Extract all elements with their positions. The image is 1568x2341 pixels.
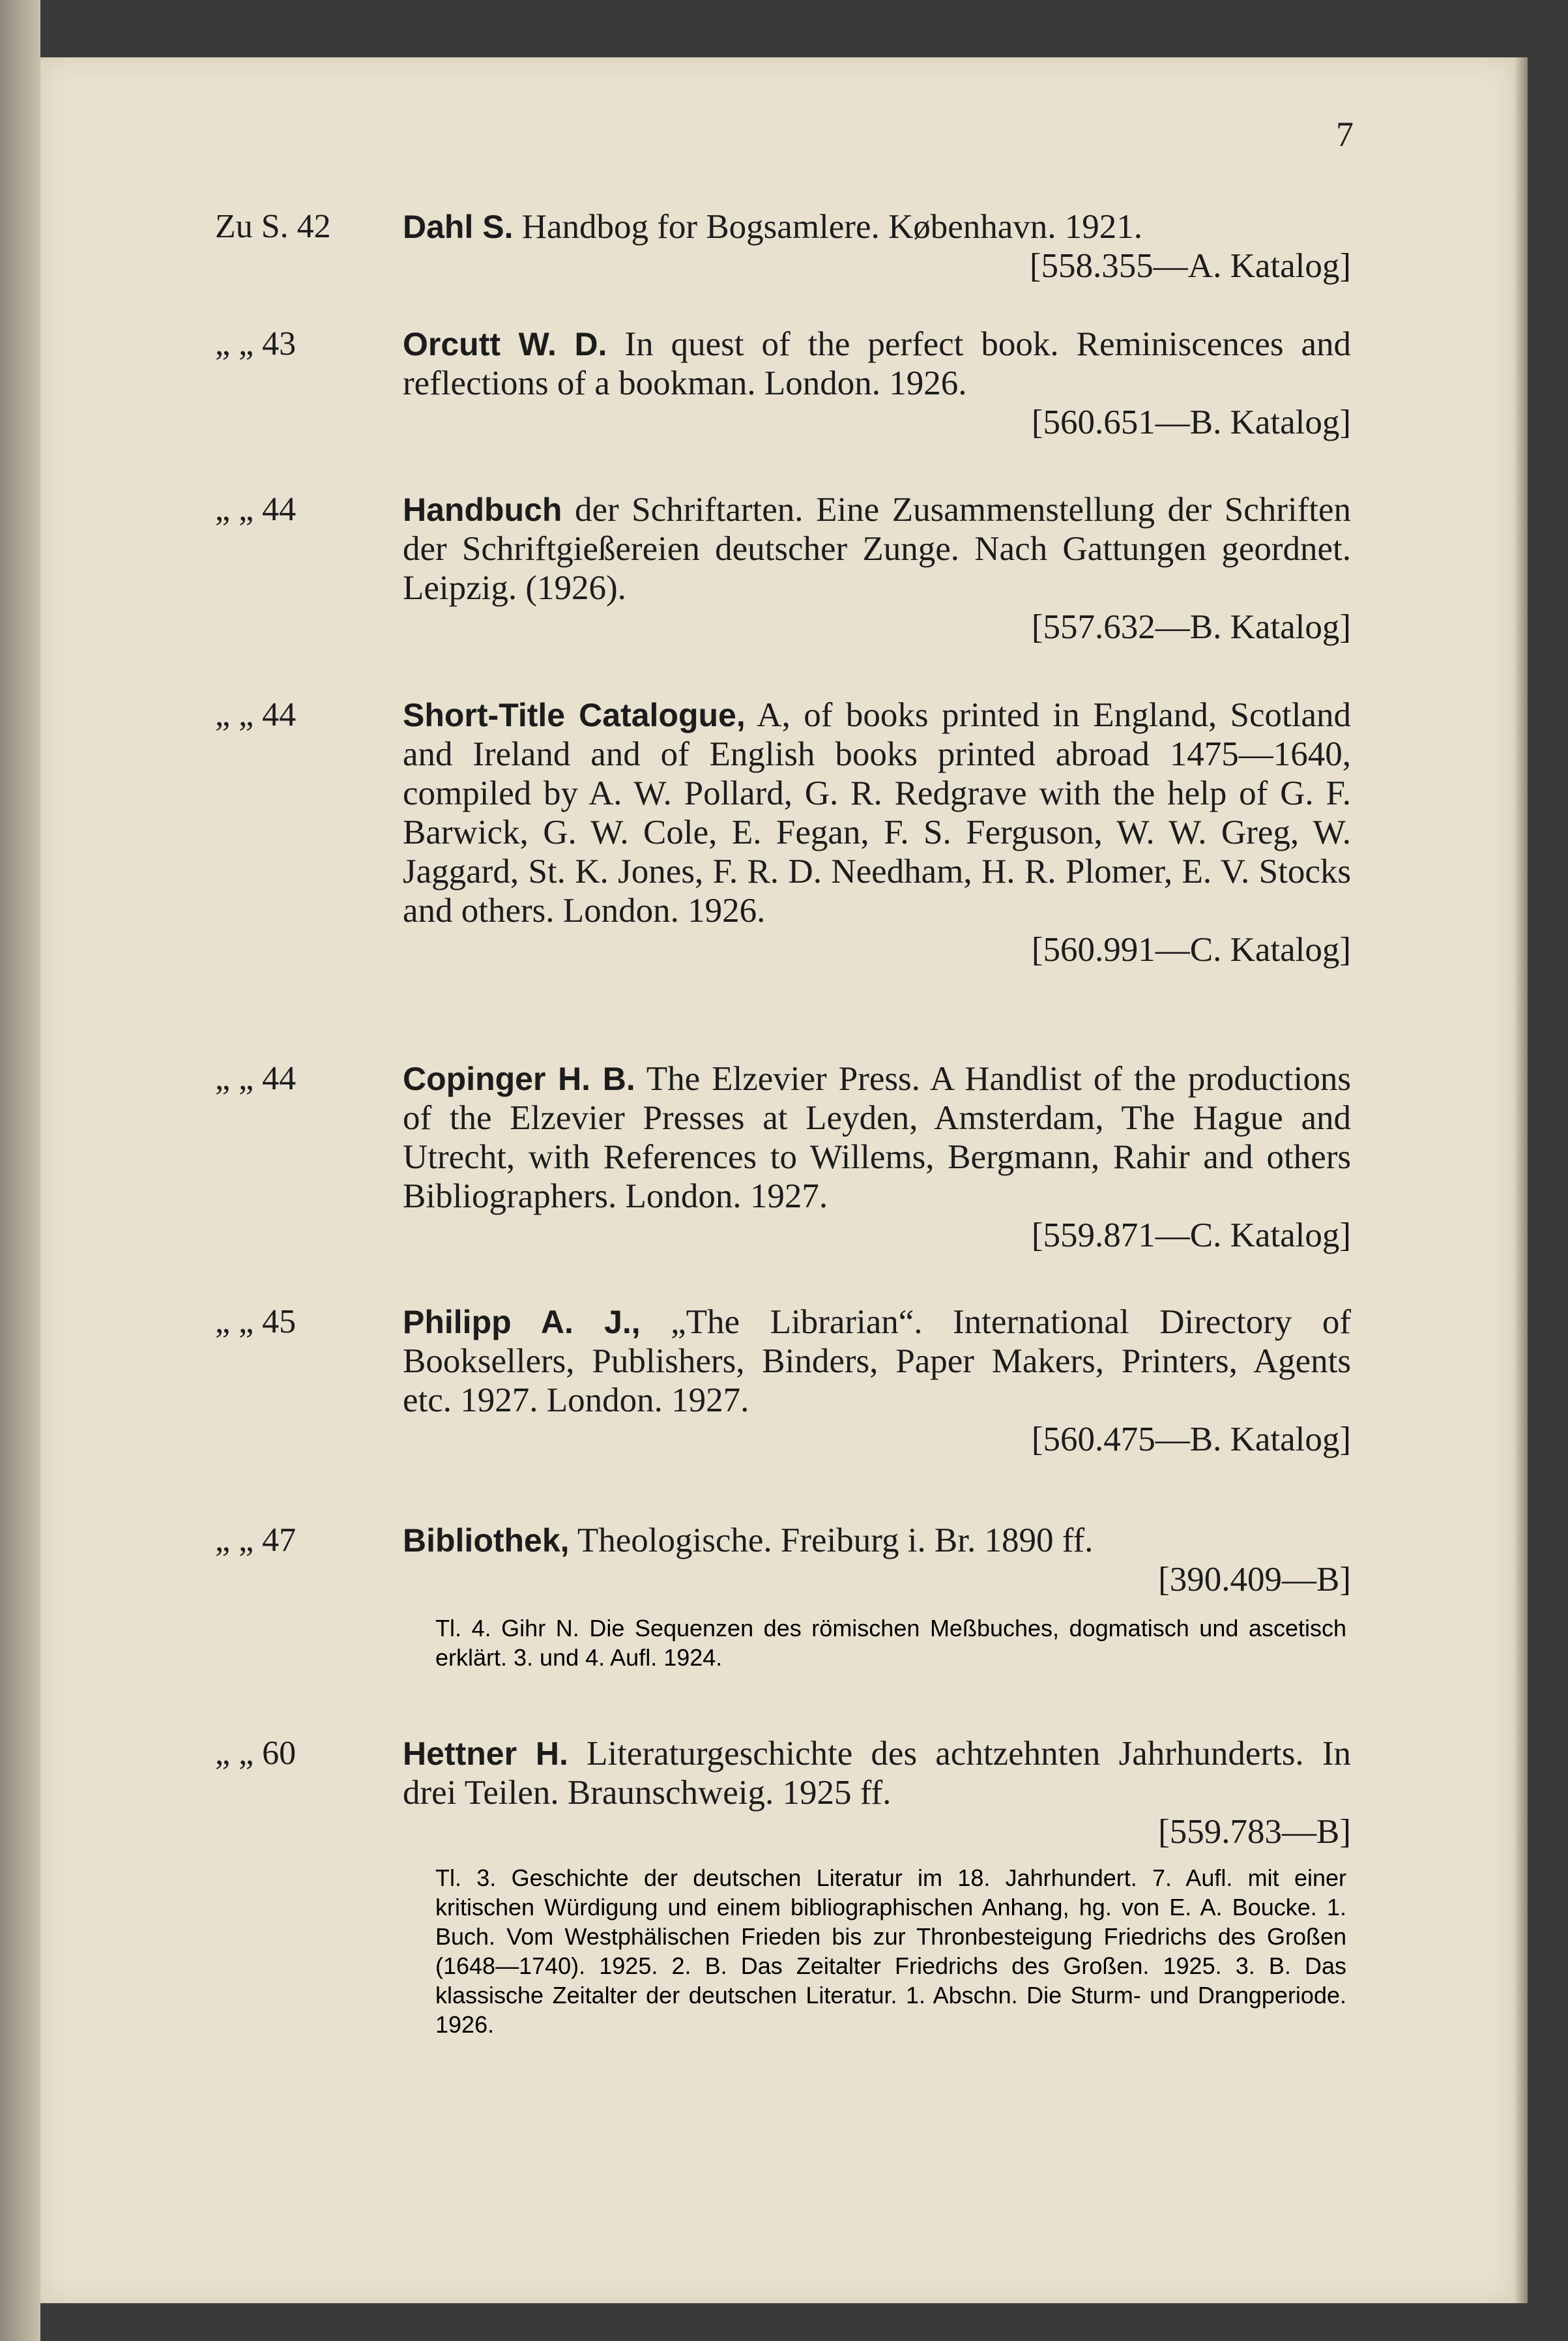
entry-title: „The Librarian“. International Directory of Booksellers, Publishers, Binders, Paper Makers, Printers, Agents etc. 1927. London. 1927. <box>403 1303 1351 1419</box>
entry-title: The Elzevier Press. A Handlist of the productions of the Elzevier Presses at Leyden, Amsterdam, The Hague and Utrecht, with References to Willems, Bergmann, Rahir and others Bibliographers. London. 1927. <box>403 1060 1352 1215</box>
page-reference: „ „ 60 <box>215 1735 297 1772</box>
entry-text <box>403 1303 1351 1459</box>
page-reference: „ „ 45 <box>215 1303 297 1340</box>
page-reference: „ „ 47 <box>215 1522 297 1559</box>
entry-title: In quest of the perfect book. Reminiscences and reflections of a bookman. London. 1926. <box>403 325 1351 402</box>
entry-text <box>403 207 1351 286</box>
entry-author: Bibliothek, <box>403 1522 570 1559</box>
shelf-signature: [560.991—C. Katalog] <box>1031 931 1351 969</box>
page-reference: „ „ 44 <box>215 491 297 528</box>
entry-text <box>403 325 1351 442</box>
volume-note <box>390 1613 1346 1672</box>
shelf-signature: [558.355—A. Katalog] <box>1029 247 1351 285</box>
entry-title: Handbog for Bogsamlere. København. 1921. <box>513 208 1143 246</box>
entry-text <box>403 1734 1351 1851</box>
shelf-signature: [559.783—B] <box>1158 1813 1351 1851</box>
entry-title: Theologische. Freiburg i. Br. 1890 ff. <box>569 1522 1094 1559</box>
entry-author: Philipp A. J., <box>403 1304 641 1340</box>
shelf-signature: [390.409—B] <box>1158 1561 1351 1598</box>
volume-note-text: Tl. 4. Gihr N. Die Sequenzen des römischen Meßbuches, dogmatisch und ascetisch erklärt. 3. und 4. Aufl. 1924. <box>435 1615 1346 1671</box>
shelf-signature: [560.475—B. Katalog] <box>1031 1421 1351 1458</box>
entry-title: Literaturgeschichte des achtzehnten Jahrhunderts. In drei Teilen. Braunschweig. 1925 ff. <box>403 1735 1351 1812</box>
entry-title: der Schriftarten. Eine Zusammenstellung der Schriften der Schriftgießereien deutscher Zunge. Nach Gattungen geordnet. Leipzig. (1926). <box>403 491 1351 607</box>
entry-text <box>403 1521 1351 1599</box>
page-reference: Zu S. 42 <box>215 208 331 245</box>
shelf-signature: [559.871—C. Katalog] <box>1031 1216 1351 1254</box>
volume-note-text: Tl. 3. Geschichte der deutschen Literatur im 18. Jahrhundert. 7. Aufl. mit einer kritischen Würdigung und einem bibliographischen Anhang, hg. von E. A. Boucke. 1. Buch. Vom Westphälischen Frieden bis zur Thronbesteigung Friedrichs des Großen (1648—1740). 1925. 2. B. Das Zeitalter Friedrichs des Großen. 1925. 3. B. Das klassische Zeitalter der deutschen Literatur. 1. Abschn. Die Sturm- und Drangperiode. 1926. <box>435 1864 1346 2038</box>
book-spine <box>0 0 40 2341</box>
page-reference: „ „ 44 <box>215 696 297 733</box>
shelf-signature: [560.651—B. Katalog] <box>1031 404 1351 441</box>
page-edge <box>1515 57 1528 2303</box>
page-reference: „ „ 43 <box>215 325 297 362</box>
entry-author: Short-Title Catalogue, <box>403 697 746 733</box>
entry-author: Copinger H. B. <box>403 1061 635 1097</box>
entry-text <box>403 490 1351 647</box>
entry-author: Handbuch <box>403 492 562 528</box>
entry-author: Orcutt W. D. <box>403 326 607 362</box>
page-reference: „ „ 44 <box>215 1060 297 1097</box>
entry-author: Dahl S. <box>403 209 514 245</box>
shelf-signature: [557.632—B. Katalog] <box>1031 608 1351 646</box>
page-number: 7 <box>1336 115 1354 154</box>
volume-note <box>390 1863 1346 2039</box>
entry-text <box>403 1059 1351 1255</box>
entry-text <box>403 696 1351 969</box>
entry-title: A, of books printed in England, Scotland and Ireland and of English books printed abroad 1475—1640, compiled by A. W. Pollard, G. R. Redgrave with the help of G. F. Barwick, G. W. Cole, E. Fegan, F. S. Ferguson, W. W. Greg, W. Jaggard, St. K. Jones, F. R. D. Needham, H. R. Plomer, E. V. Stocks and others. London. 1926. <box>403 696 1351 930</box>
entry-author: Hettner H. <box>403 1735 568 1772</box>
